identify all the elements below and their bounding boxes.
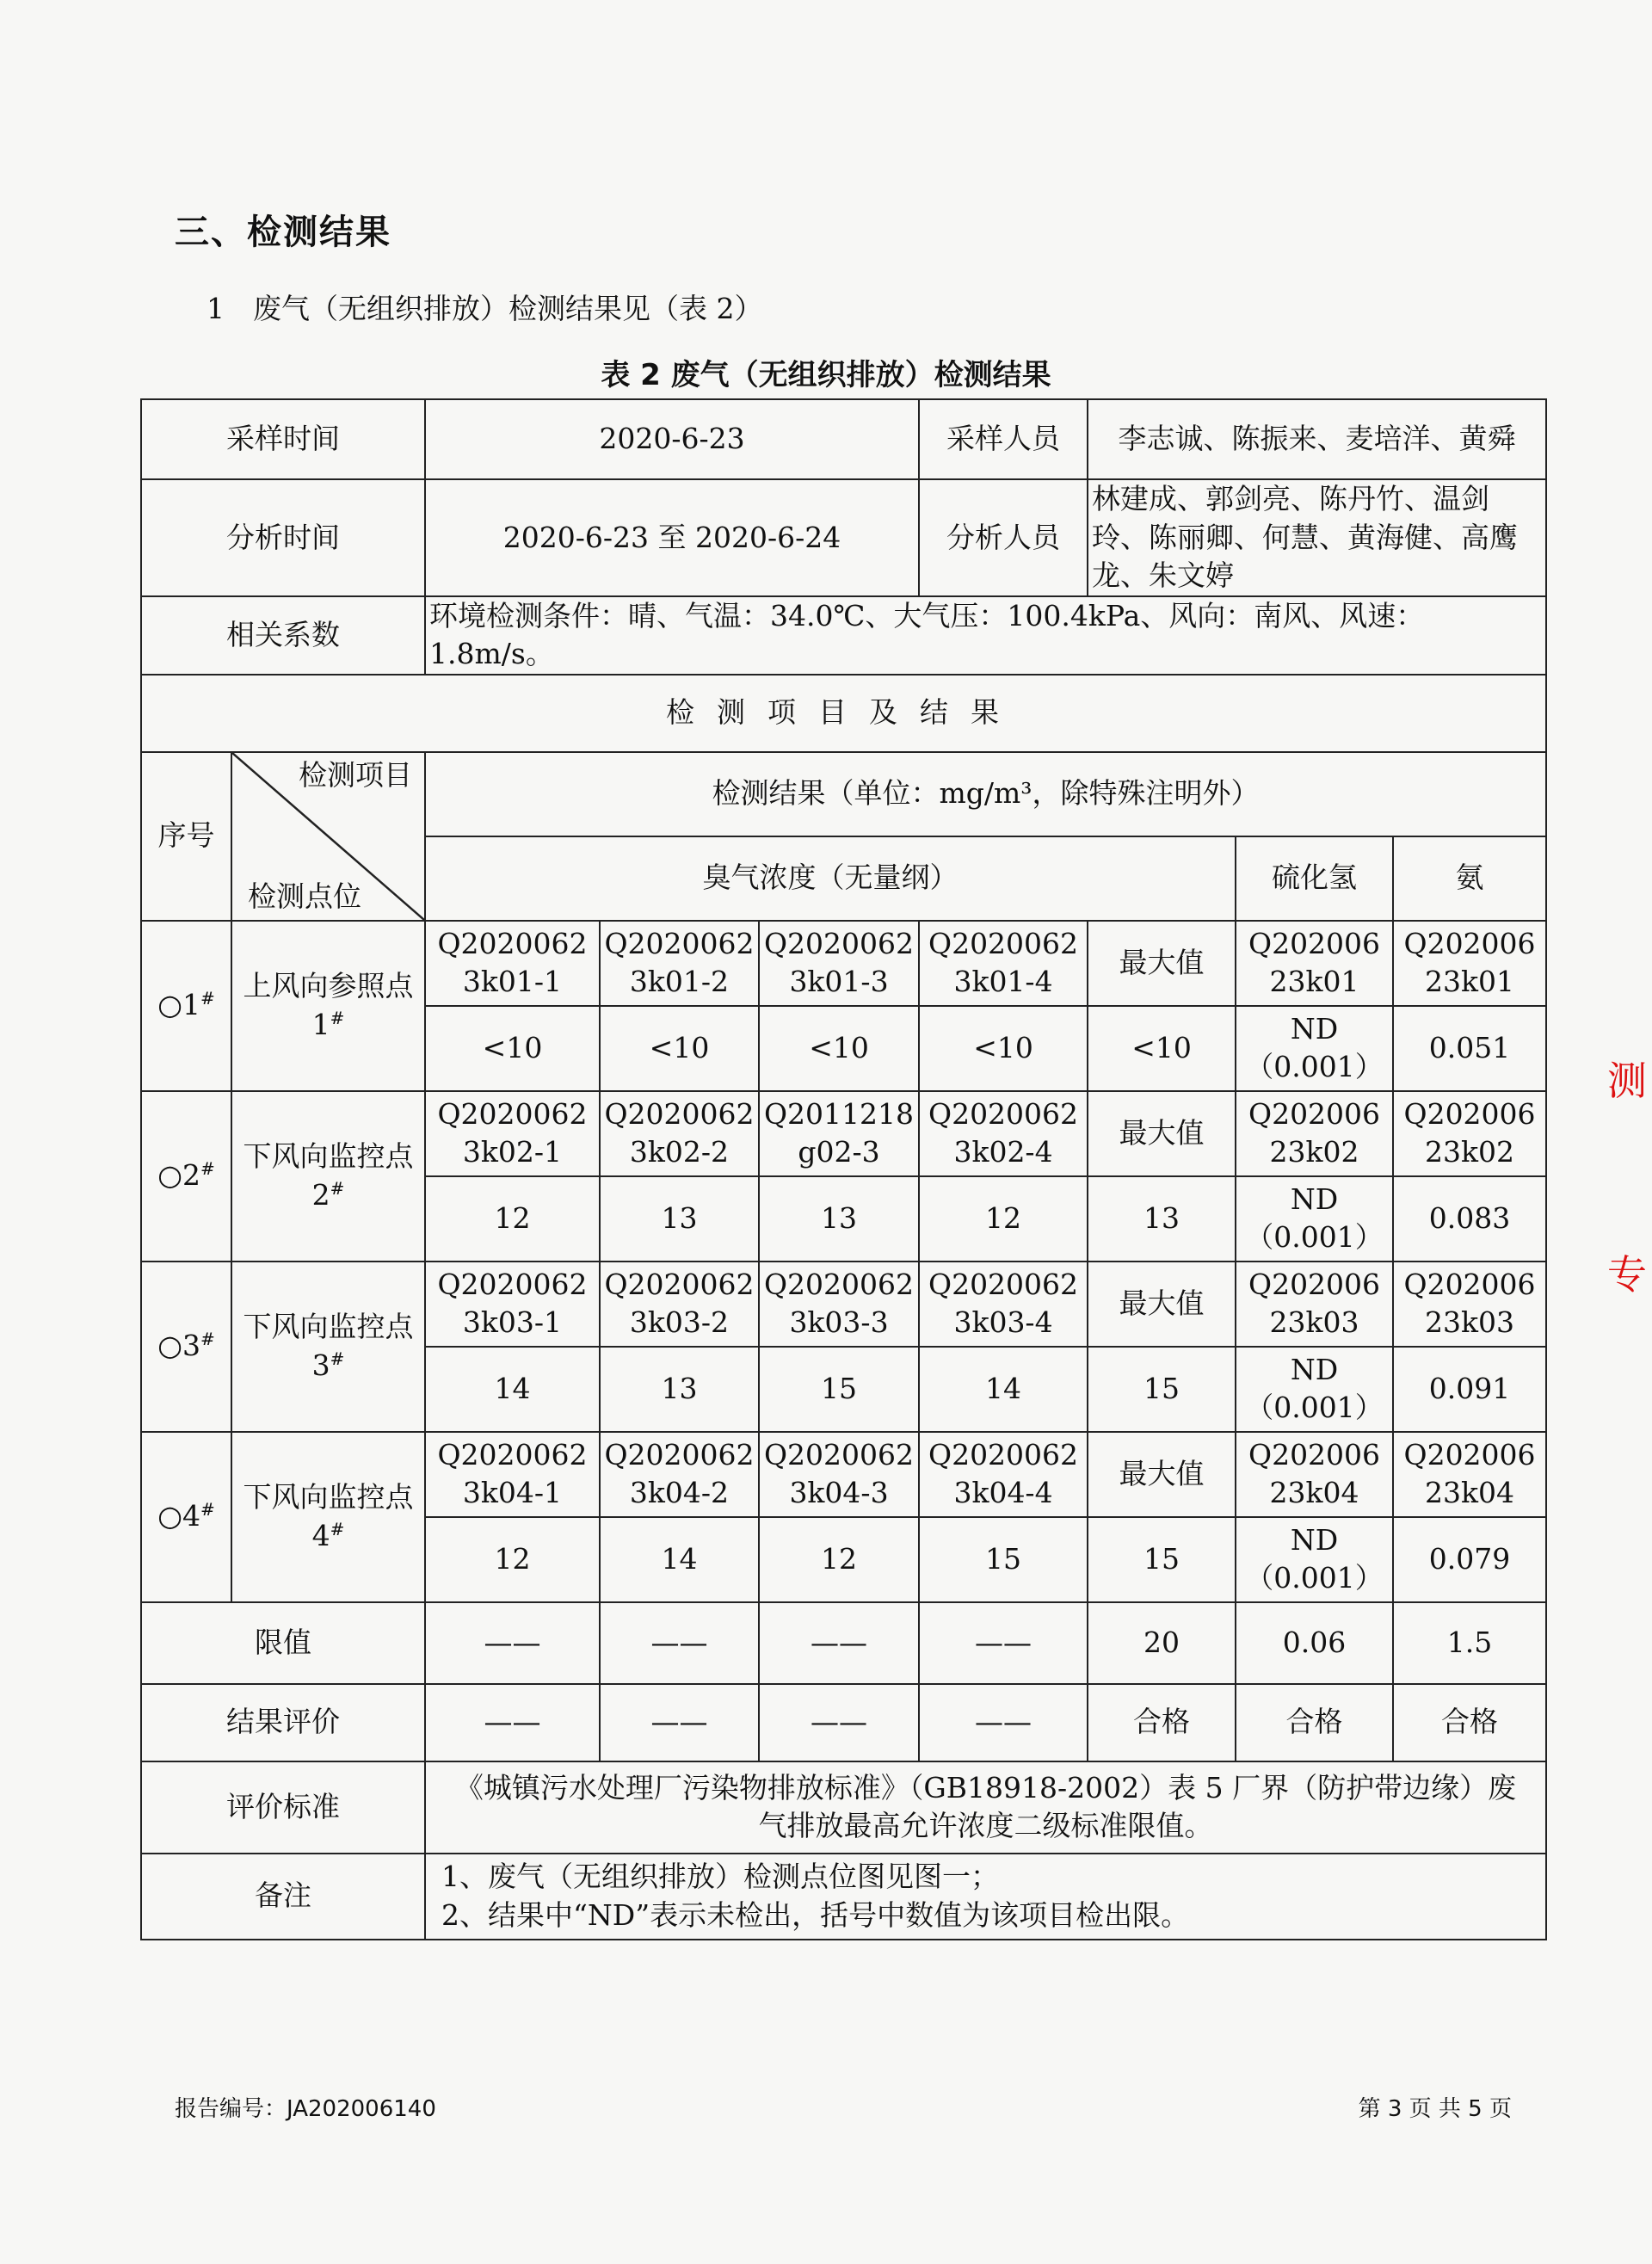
page-number: 第 3 页 共 5 页 — [1358, 2096, 1512, 2122]
limit-cell: 20 — [1088, 1602, 1236, 1684]
point-name — [231, 921, 425, 1091]
point-header: 检测点位 — [248, 879, 361, 914]
sample-code: Q20200623k02-2 — [600, 1091, 759, 1176]
h2s-header: 硫化氢 — [1236, 836, 1393, 921]
evaluation-cell: —— — [600, 1684, 759, 1761]
sample-code: Q20200623k04 — [1236, 1432, 1393, 1517]
sample-code: Q20200623k04-1 — [425, 1432, 600, 1517]
sample-code: Q20200623k01-1 — [425, 921, 600, 1006]
remarks-label: 备注 — [141, 1854, 425, 1940]
limit-label: 限值 — [141, 1602, 425, 1684]
result-value: <10 — [425, 1006, 600, 1091]
item-header: 检测项目 — [299, 757, 412, 792]
evaluation-cell: 合格 — [1088, 1684, 1236, 1761]
max-label: 最大值 — [1088, 1262, 1236, 1347]
table-row — [141, 921, 1546, 1006]
related-label: 相关系数 — [141, 596, 425, 675]
result-value: 12 — [425, 1517, 600, 1602]
result-value: ND（0.001） — [1236, 1347, 1393, 1432]
limit-cell: 1.5 — [1393, 1602, 1546, 1684]
max-label: 最大值 — [1088, 1432, 1236, 1517]
result-value: <10 — [919, 1006, 1088, 1091]
sample-code: Q20200623k04 — [1393, 1432, 1546, 1517]
evaluation-cell: —— — [425, 1684, 600, 1761]
result-value: 12 — [425, 1176, 600, 1262]
point-id-sup: # — [200, 1329, 215, 1350]
result-value: 13 — [600, 1347, 759, 1432]
conditions-value: 环境检测条件：晴、气温：34.0℃、大气压：100.4kPa、风向：南风、风速：1.8m/s。 — [425, 596, 1546, 675]
remarks-body — [425, 1854, 1546, 1940]
point-id-sup: # — [200, 988, 215, 1009]
sample-time-value: 2020-6-23 — [425, 399, 919, 479]
point-id — [141, 1091, 231, 1262]
result-value: 13 — [600, 1176, 759, 1262]
result-value: 0.091 — [1393, 1347, 1546, 1432]
result-value: 0.079 — [1393, 1517, 1546, 1602]
sample-time-label: 采样时间 — [141, 399, 425, 479]
analysis-time-label: 分析时间 — [141, 479, 425, 596]
evaluation-cell: 合格 — [1236, 1684, 1393, 1761]
sample-code: Q20200623k04-3 — [759, 1432, 919, 1517]
sample-code: Q20200623k03 — [1236, 1262, 1393, 1347]
result-value: 0.083 — [1393, 1176, 1546, 1262]
result-value: <10 — [759, 1006, 919, 1091]
table-row — [141, 1262, 1546, 1347]
report-number: 报告编号：JA202006140 — [175, 2096, 436, 2122]
result-value: 13 — [1088, 1176, 1236, 1262]
remark-line: 1、废气（无组织排放）检测点位图见图一； — [441, 1860, 999, 1894]
result-value: <10 — [600, 1006, 759, 1091]
sampler-label: 采样人员 — [919, 399, 1088, 479]
point-id-sup: # — [200, 1158, 215, 1180]
result-value: 12 — [919, 1176, 1088, 1262]
analyst-value: 林建成、郭剑亮、陈丹竹、温剑玲、陈丽卿、何慧、黄海健、高鹰龙、朱文婷 — [1088, 479, 1546, 596]
point-id — [141, 921, 231, 1091]
result-value: 15 — [1088, 1347, 1236, 1432]
result-value: 15 — [1088, 1517, 1236, 1602]
point-id-sup: # — [200, 1499, 215, 1521]
analysis-time-value: 2020-6-23 至 2020-6-24 — [425, 479, 919, 596]
point-id — [141, 1262, 231, 1432]
point-id-text: ○1 — [157, 988, 201, 1022]
results-table — [140, 398, 1547, 1940]
limit-cell: —— — [600, 1602, 759, 1684]
table-row — [141, 1091, 1546, 1176]
intro-line: 1 废气（无组织排放）检测结果见（表 2） — [206, 292, 763, 325]
limit-cell: —— — [759, 1602, 919, 1684]
sample-code: Q20200623k03-2 — [600, 1262, 759, 1347]
sample-code: Q20200623k03-3 — [759, 1262, 919, 1347]
point-name — [231, 1262, 425, 1432]
limit-cell: 0.06 — [1236, 1602, 1393, 1684]
point-name-text: 上风向参照点 1 — [243, 969, 414, 1041]
remark-line: 2、结果中“ND”表示未检出，括号中数值为该项目检出限。 — [441, 1897, 1190, 1932]
sample-code: Q20200623k02-1 — [425, 1091, 600, 1176]
result-value: 14 — [425, 1347, 600, 1432]
result-value: ND（0.001） — [1236, 1176, 1393, 1262]
stamp-fragment: 测 — [1607, 1058, 1647, 1104]
point-name-sup: # — [330, 1177, 345, 1199]
sample-code: Q20200623k04-4 — [919, 1432, 1088, 1517]
standard-text: 《城镇污水处理厂污染物排放标准》（GB18918-2002）表 5 厂界（防护带边缘）废气排放最高允许浓度二级标准限值。 — [425, 1761, 1546, 1854]
max-label: 最大值 — [1088, 1091, 1236, 1176]
stamp-fragment: 专 — [1607, 1251, 1647, 1298]
result-value: ND（0.001） — [1236, 1517, 1393, 1602]
evaluation-cell: —— — [759, 1684, 919, 1761]
sample-code: Q20200623k02-4 — [919, 1091, 1088, 1176]
result-unit-header: 检测结果（单位：mg/m³，除特殊注明外） — [425, 752, 1546, 836]
analyst-label: 分析人员 — [919, 479, 1088, 596]
sample-code: Q20200623k04-2 — [600, 1432, 759, 1517]
result-value: 15 — [919, 1517, 1088, 1602]
sample-code: Q20200623k01-2 — [600, 921, 759, 1006]
point-name — [231, 1091, 425, 1262]
point-name-sup: # — [330, 1348, 345, 1369]
sample-code: Q20200623k03 — [1393, 1262, 1546, 1347]
evaluation-cell: 合格 — [1393, 1684, 1546, 1761]
result-value: 14 — [919, 1347, 1088, 1432]
sample-code: Q2011218g02-3 — [759, 1091, 919, 1176]
result-value: 15 — [759, 1347, 919, 1432]
result-value: 0.051 — [1393, 1006, 1546, 1091]
standard-label: 评价标准 — [141, 1761, 425, 1854]
max-label: 最大值 — [1088, 921, 1236, 1006]
evaluation-cell: —— — [919, 1684, 1088, 1761]
evaluation-label: 结果评价 — [141, 1684, 425, 1761]
sampler-value: 李志诚、陈振来、麦培洋、黄舜 — [1088, 399, 1546, 479]
result-value: 14 — [600, 1517, 759, 1602]
result-value: ND（0.001） — [1236, 1006, 1393, 1091]
point-name — [231, 1432, 425, 1602]
point-name-text: 下风向监控点 3 — [243, 1310, 414, 1382]
point-id-text: ○2 — [157, 1158, 201, 1193]
seq-header: 序号 — [141, 752, 231, 921]
result-value: 13 — [759, 1176, 919, 1262]
sample-code: Q20200623k01 — [1236, 921, 1393, 1006]
point-id-text: ○3 — [157, 1329, 201, 1363]
odor-header: 臭气浓度（无量纲） — [425, 836, 1236, 921]
section-heading: 三、检测结果 — [175, 213, 391, 252]
sample-code: Q20200623k01-3 — [759, 921, 919, 1006]
limit-cell: —— — [919, 1602, 1088, 1684]
point-id — [141, 1432, 231, 1602]
sample-code: Q20200623k03-1 — [425, 1262, 600, 1347]
table-row — [141, 1432, 1546, 1517]
table-caption: 表 2 废气（无组织排放）检测结果 — [601, 358, 1051, 392]
point-name-text: 下风向监控点 4 — [243, 1480, 414, 1552]
point-name-sup: # — [330, 1518, 345, 1539]
diagonal-header — [231, 752, 425, 921]
point-id-text: ○4 — [157, 1499, 201, 1533]
section-title: 检测项目及结果 — [141, 675, 1546, 752]
sample-code: Q20200623k03-4 — [919, 1262, 1088, 1347]
result-value: 12 — [759, 1517, 919, 1602]
sample-code: Q20200623k02 — [1236, 1091, 1393, 1176]
sample-code: Q20200623k02 — [1393, 1091, 1546, 1176]
result-value: <10 — [1088, 1006, 1236, 1091]
point-name-text: 下风向监控点 2 — [243, 1139, 414, 1212]
sample-code: Q20200623k01-4 — [919, 921, 1088, 1006]
point-name-sup: # — [330, 1007, 345, 1028]
limit-cell: —— — [425, 1602, 600, 1684]
nh3-header: 氨 — [1393, 836, 1546, 921]
sample-code: Q20200623k01 — [1393, 921, 1546, 1006]
